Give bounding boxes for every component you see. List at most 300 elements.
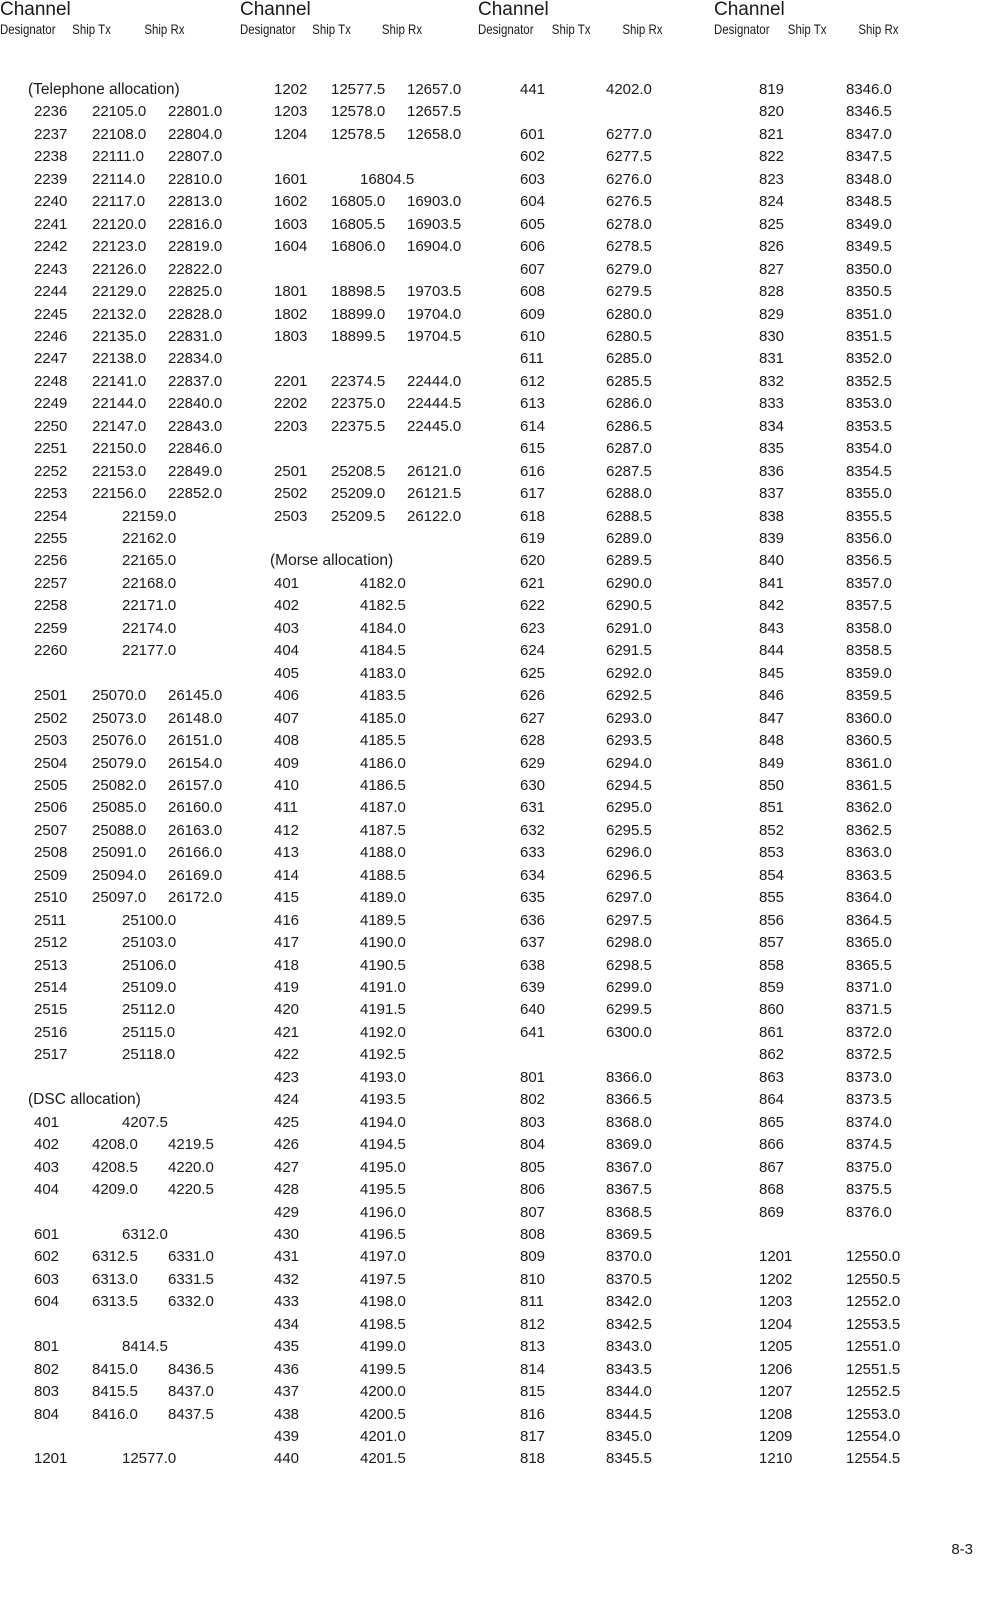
frequency: 12551.0	[846, 1338, 901, 1356]
channel-designator: 620	[520, 552, 546, 570]
channel-designator: 2516	[34, 1023, 68, 1041]
channel-designator: 2502	[34, 709, 68, 727]
channel-designator: 430	[274, 1225, 300, 1243]
frequency: 6280.0	[606, 305, 652, 323]
channel-designator: 629	[520, 754, 546, 772]
channel-designator: 804	[520, 1136, 546, 1154]
channel-designator: 616	[520, 462, 546, 480]
channel-designator: 2258	[34, 597, 68, 615]
ship-tx-frequency: 8416.0	[92, 1405, 138, 1423]
frequency: 8343.5	[606, 1360, 652, 1378]
channel-designator: 2248	[34, 372, 68, 390]
frequency: 6295.0	[606, 799, 652, 817]
frequency: 8355.5	[846, 507, 892, 525]
channel-designator: 604	[520, 193, 546, 211]
frequency: 8351.5	[846, 327, 892, 345]
channel-designator: 1604	[274, 238, 308, 256]
ship-rx-frequency: 22807.0	[168, 148, 223, 166]
channel-designator: 401	[274, 574, 300, 592]
channel-designator: 604	[34, 1293, 60, 1311]
ship-rx-header: Ship Rx	[381, 21, 423, 37]
channel-designator: 867	[759, 1158, 785, 1176]
channel-designator: 429	[274, 1203, 300, 1221]
channel-designator: 630	[520, 776, 546, 794]
frequency: 8349.0	[846, 215, 892, 233]
frequency: 25118.0	[122, 1046, 176, 1064]
frequency: 4195.5	[360, 1181, 406, 1199]
ship-rx-frequency: 22816.0	[168, 215, 223, 233]
frequency: 8371.5	[846, 1001, 892, 1019]
channel-designator: 802	[520, 1091, 546, 1109]
frequency: 4193.0	[360, 1068, 406, 1086]
channel-designator: 404	[274, 642, 300, 660]
ship-tx-frequency: 25209.0	[331, 485, 386, 503]
frequency: 8358.5	[846, 642, 892, 660]
ship-tx-header: Ship Tx	[72, 21, 111, 37]
ship-tx-frequency: 22111.0	[92, 148, 144, 166]
channel-designator: 829	[759, 305, 785, 323]
ship-tx-header: Ship Tx	[787, 21, 827, 37]
ship-rx-header: Ship Rx	[622, 21, 663, 37]
frequency: 12552.5	[846, 1383, 901, 1401]
channel-designator: 2517	[34, 1046, 68, 1064]
ship-rx-frequency: 16903.0	[407, 193, 462, 211]
channel-designator: 2501	[274, 462, 308, 480]
channel-designator: 2511	[34, 911, 67, 929]
ship-tx-frequency: 12577.5	[331, 81, 386, 98]
frequency: 8345.0	[606, 1428, 652, 1445]
channel-designator: 805	[520, 1158, 546, 1176]
ship-tx-frequency: 22138.0	[92, 350, 147, 368]
frequency: 8373.5	[846, 1091, 892, 1109]
frequency: 6299.0	[606, 979, 652, 996]
frequency: 6292.5	[606, 687, 652, 705]
frequency: 4199.0	[360, 1338, 406, 1356]
frequency: 4201.5	[360, 1450, 406, 1468]
channel-designator: 409	[274, 754, 300, 772]
channel-designator: 428	[274, 1181, 300, 1199]
channel-designator: 1204	[274, 125, 308, 143]
ship-rx-frequency: 22819.0	[168, 238, 223, 256]
channel-designator: 2237	[34, 125, 68, 143]
channel-designator: 641	[520, 1023, 546, 1041]
channel-designator: 403	[274, 619, 300, 637]
channel-designator: 416	[274, 911, 300, 929]
frequency: 12553.5	[846, 1315, 901, 1333]
allocation-label-text: (Telephone allocation)	[28, 81, 180, 98]
frequency: 4192.5	[360, 1046, 406, 1064]
channel-designator: 809	[520, 1248, 546, 1266]
ship-rx-frequency: 26122.0	[407, 507, 462, 525]
channel-designator: 837	[759, 485, 785, 503]
frequency: 4186.5	[360, 776, 406, 794]
designator-header: Designator	[714, 21, 770, 37]
ship-tx-frequency: 22374.5	[331, 372, 386, 390]
channel-designator: 2513	[34, 956, 68, 974]
channel-designator: 856	[759, 911, 785, 929]
channel-designator: 854	[759, 866, 785, 884]
frequency: 4196.0	[360, 1203, 406, 1221]
frequency: 4187.0	[360, 799, 406, 817]
channel-designator: 2502	[274, 485, 308, 503]
ship-tx-frequency: 22153.0	[92, 462, 147, 480]
frequency: 4197.5	[360, 1270, 406, 1288]
channel-designator: 433	[274, 1293, 300, 1311]
channel-designator: 865	[759, 1113, 785, 1131]
channel-designator: 1803	[274, 327, 308, 345]
channel-designator: 2253	[34, 485, 68, 503]
ship-tx-frequency: 18899.5	[331, 327, 386, 345]
channel-designator: 2504	[34, 754, 68, 772]
channel-designator: 606	[520, 238, 546, 256]
ship-tx-frequency: 8415.0	[92, 1360, 138, 1378]
channel-designator: 424	[274, 1091, 300, 1109]
frequency: 4196.5	[360, 1225, 406, 1243]
frequency: 6295.5	[606, 821, 652, 839]
frequency: 8369.0	[606, 1136, 652, 1154]
frequency: 8359.5	[846, 687, 892, 705]
frequency: 22165.0	[122, 552, 177, 570]
channel-designator: 432	[274, 1270, 300, 1288]
channel-designator: 818	[520, 1450, 546, 1468]
frequency: 4189.5	[360, 911, 406, 929]
ship-rx-frequency: 22852.0	[168, 485, 223, 503]
frequency: 6292.0	[606, 664, 652, 682]
ship-rx-frequency: 26121.0	[407, 462, 462, 480]
channel-designator: 2241	[34, 215, 68, 233]
channel-designator: 614	[520, 417, 546, 435]
frequency: 6289.0	[606, 530, 652, 547]
ship-rx-frequency: 22840.0	[168, 395, 223, 413]
channel-designator: 2245	[34, 305, 68, 323]
ship-rx-frequency: 4219.5	[168, 1136, 214, 1154]
frequency: 6277.0	[606, 125, 652, 143]
ship-rx-frequency: 8437.0	[168, 1383, 214, 1401]
channel-designator: 2512	[34, 934, 68, 952]
channel-designator: 801	[520, 1068, 546, 1086]
designator-header: Designator	[0, 21, 56, 37]
channel-designator: 825	[759, 215, 785, 233]
ship-rx-frequency: 19704.5	[407, 327, 462, 345]
channel-designator: 425	[274, 1113, 300, 1131]
channel-designator: 812	[520, 1315, 546, 1333]
channel-designator: 835	[759, 440, 785, 458]
ship-rx-frequency: 4220.5	[168, 1181, 214, 1199]
channel-designator: 635	[520, 889, 546, 907]
channel-designator: 2503	[274, 507, 308, 525]
ship-tx-frequency: 22123.0	[92, 238, 147, 256]
channel-designator: 621	[520, 574, 546, 592]
channel-designator: 858	[759, 956, 785, 974]
channel-designator: 422	[274, 1046, 300, 1064]
ship-rx-frequency: 22445.0	[407, 417, 462, 435]
ship-tx-frequency: 22135.0	[92, 327, 147, 345]
frequency: 4184.0	[360, 619, 406, 637]
ship-rx-header: Ship Rx	[144, 21, 185, 37]
channel-designator: 1210	[759, 1450, 793, 1468]
ship-tx-frequency: 25082.0	[92, 776, 147, 794]
frequency: 6287.0	[606, 440, 652, 458]
channel-designator: 828	[759, 283, 785, 301]
channel-designator: 810	[520, 1270, 546, 1288]
channel-designator: 833	[759, 395, 785, 413]
channel-designator: 603	[520, 170, 546, 188]
ship-tx-frequency: 22132.0	[92, 305, 147, 323]
ship-rx-frequency: 26166.0	[168, 844, 223, 862]
ship-tx-frequency: 18898.5	[331, 283, 386, 301]
frequency: 25103.0	[122, 934, 177, 952]
channel-designator: 415	[274, 889, 300, 907]
ship-rx-frequency: 22843.0	[168, 417, 223, 435]
ship-tx-frequency: 18899.0	[331, 305, 386, 323]
ship-rx-frequency: 26157.0	[168, 776, 223, 794]
channel-designator: 859	[759, 979, 785, 996]
ship-tx-frequency: 25070.0	[92, 687, 147, 705]
ship-tx-frequency: 22375.0	[331, 395, 386, 413]
frequency: 4198.5	[360, 1315, 406, 1333]
channel-designator: 632	[520, 821, 546, 839]
channel-designator: 624	[520, 642, 546, 660]
ship-rx-frequency: 26151.0	[168, 732, 223, 750]
channel-designator: 845	[759, 664, 785, 682]
frequency: 25115.0	[122, 1023, 176, 1041]
channel-designator: 842	[759, 597, 785, 615]
channel-designator: 852	[759, 821, 785, 839]
ship-rx-frequency: 22837.0	[168, 372, 223, 390]
frequency: 8360.0	[846, 709, 892, 727]
frequency: 4195.0	[360, 1158, 406, 1176]
ship-rx-frequency: 22828.0	[168, 305, 223, 323]
frequency: 6291.0	[606, 619, 652, 637]
channel-designator: 2501	[34, 687, 68, 705]
ship-tx-frequency: 25076.0	[92, 732, 147, 750]
ship-rx-frequency: 26172.0	[168, 889, 223, 907]
frequency: 8364.0	[846, 889, 892, 907]
frequency: 6312.0	[122, 1225, 168, 1243]
frequency: 22177.0	[122, 642, 177, 660]
ship-tx-frequency: 22144.0	[92, 395, 147, 413]
frequency: 4186.0	[360, 754, 406, 772]
frequency: 8358.0	[846, 619, 892, 637]
frequency: 8350.0	[846, 260, 892, 278]
frequency: 8352.5	[846, 372, 892, 390]
channel-designator: 1203	[274, 103, 308, 121]
channel-designator: 811	[520, 1293, 544, 1311]
channel-designator: 403	[34, 1158, 60, 1176]
channel-designator: 820	[759, 103, 785, 121]
channel-designator: 423	[274, 1068, 300, 1086]
channel-designator: 2510	[34, 889, 68, 907]
channel-designator: 866	[759, 1136, 785, 1154]
frequency: 4199.5	[360, 1360, 406, 1378]
frequency: 8344.5	[606, 1405, 652, 1423]
channel-designator: 868	[759, 1181, 785, 1199]
channel-designator: 838	[759, 507, 785, 525]
frequency: 6277.5	[606, 148, 652, 166]
ship-tx-frequency: 8415.5	[92, 1383, 138, 1401]
channel-designator: 2503	[34, 732, 68, 750]
frequency: 25112.0	[122, 1001, 176, 1019]
ship-tx-frequency: 22156.0	[92, 485, 147, 503]
channel-designator: 819	[759, 81, 785, 98]
channel-designator: 601	[520, 125, 546, 143]
frequency: 6294.5	[606, 776, 652, 794]
ship-rx-frequency: 22834.0	[168, 350, 223, 368]
channel-designator: 402	[274, 597, 300, 615]
frequency: 6285.0	[606, 350, 652, 368]
channel-designator: 639	[520, 979, 546, 996]
frequency: 25106.0	[122, 956, 177, 974]
frequency: 6293.5	[606, 732, 652, 750]
frequency: 8368.5	[606, 1203, 652, 1221]
channel-designator: 2254	[34, 507, 68, 525]
frequency: 8360.5	[846, 732, 892, 750]
channel-designator: 841	[759, 574, 785, 592]
channel-designator: 636	[520, 911, 546, 929]
channel-designator: 402	[34, 1136, 60, 1154]
frequency: 8370.5	[606, 1270, 652, 1288]
ship-tx-frequency: 4209.0	[92, 1181, 138, 1199]
channel-designator: 623	[520, 619, 546, 637]
frequency: 12550.5	[846, 1270, 901, 1288]
channel-designator: 1201	[759, 1248, 793, 1266]
channel-designator: 1802	[274, 305, 308, 323]
frequency: 6276.5	[606, 193, 652, 211]
channel-designator: 860	[759, 1001, 785, 1019]
ship-tx-frequency: 22108.0	[92, 125, 147, 143]
frequency: 4193.5	[360, 1091, 406, 1109]
channel-designator: 1204	[759, 1315, 793, 1333]
frequency: 6280.5	[606, 327, 652, 345]
frequency: 6276.0	[606, 170, 652, 188]
frequency: 4182.0	[360, 574, 406, 592]
frequency: 4188.0	[360, 844, 406, 862]
ship-tx-frequency: 6313.5	[92, 1293, 138, 1311]
channel-designator: 2509	[34, 866, 68, 884]
ship-rx-frequency: 22801.0	[168, 103, 223, 121]
frequency: 8342.0	[606, 1293, 652, 1311]
channel-designator: 2203	[274, 417, 308, 435]
channel-designator: 420	[274, 1001, 300, 1019]
channel-header-subtitle	[478, 21, 663, 37]
frequency: 4188.5	[360, 866, 406, 884]
channel-designator: 2239	[34, 170, 68, 188]
frequency: 8356.5	[846, 552, 892, 570]
frequency: 22162.0	[122, 530, 177, 547]
channel-designator: 412	[274, 821, 300, 839]
ship-tx-frequency: 25088.0	[92, 821, 147, 839]
channel-designator: 404	[34, 1181, 60, 1199]
frequency: 6278.0	[606, 215, 652, 233]
channel-designator: 807	[520, 1203, 546, 1221]
frequency: 6288.0	[606, 485, 652, 503]
frequency: 4198.0	[360, 1293, 406, 1311]
frequency: 6297.5	[606, 911, 652, 929]
channel-designator: 1603	[274, 215, 308, 233]
ship-rx-frequency: 22831.0	[168, 327, 223, 345]
ship-tx-frequency: 22141.0	[92, 372, 147, 390]
channel-designator: 1205	[759, 1338, 793, 1356]
frequency: 8346.5	[846, 103, 892, 121]
ship-rx-frequency: 22810.0	[168, 170, 223, 188]
frequency: 8356.0	[846, 530, 892, 547]
channel-designator: 605	[520, 215, 546, 233]
channel-designator: 801	[34, 1338, 60, 1356]
channel-designator: 435	[274, 1338, 300, 1356]
ship-tx-frequency: 16805.0	[331, 193, 386, 211]
frequency: 8353.5	[846, 417, 892, 435]
frequency: 8344.0	[606, 1383, 652, 1401]
channel-designator: 2202	[274, 395, 308, 413]
channel-designator: 610	[520, 327, 546, 345]
ship-tx-frequency: 12578.5	[331, 125, 386, 143]
ship-tx-frequency: 22117.0	[92, 193, 146, 211]
ship-rx-frequency: 12657.0	[407, 81, 462, 98]
channel-designator: 806	[520, 1181, 546, 1199]
channel-designator: 848	[759, 732, 785, 750]
frequency: 4185.5	[360, 732, 406, 750]
frequency: 4191.5	[360, 1001, 406, 1019]
channel-designator: 821	[759, 125, 785, 143]
channel-designator: 827	[759, 260, 785, 278]
channel-designator: 607	[520, 260, 546, 278]
channel-designator: 625	[520, 664, 546, 682]
frequency: 8364.5	[846, 911, 892, 929]
ship-rx-frequency: 22444.0	[407, 372, 462, 390]
channel-designator: 802	[34, 1360, 60, 1378]
frequency: 25100.0	[122, 911, 177, 929]
frequency: 8369.5	[606, 1225, 652, 1243]
frequency: 8371.0	[846, 979, 892, 996]
ship-tx-frequency: 22120.0	[92, 215, 147, 233]
frequency: 6278.5	[606, 238, 652, 256]
channel-designator: 862	[759, 1046, 785, 1064]
frequency: 6290.5	[606, 597, 652, 615]
channel-designator: 634	[520, 866, 546, 884]
frequency: 8372.0	[846, 1023, 892, 1041]
channel-header-subtitle	[0, 21, 185, 37]
frequency: 8375.5	[846, 1181, 892, 1199]
channel-designator: 822	[759, 148, 785, 166]
channel-designator: 439	[274, 1428, 300, 1445]
ship-tx-frequency: 4208.0	[92, 1136, 138, 1154]
ship-tx-frequency: 22114.0	[92, 170, 146, 188]
channel-header-title: Channel	[478, 0, 549, 20]
channel-designator: 2260	[34, 642, 68, 660]
channel-designator: 1206	[759, 1360, 793, 1378]
frequency: 6294.0	[606, 754, 652, 772]
frequency: 8345.5	[606, 1450, 652, 1468]
frequency: 8374.0	[846, 1113, 892, 1131]
channel-designator: 840	[759, 552, 785, 570]
ship-rx-frequency: 4220.0	[168, 1158, 214, 1176]
channel-header-title: Channel	[714, 0, 785, 20]
channel-designator: 1601	[274, 170, 308, 188]
channel-designator: 414	[274, 866, 300, 884]
channel-designator: 849	[759, 754, 785, 772]
allocation-label-text: (DSC allocation)	[28, 1091, 141, 1109]
channel-designator: 2259	[34, 619, 68, 637]
frequency: 6296.5	[606, 866, 652, 884]
frequency: 8368.0	[606, 1113, 652, 1131]
ship-tx-frequency: 6312.5	[92, 1248, 138, 1266]
channel-designator: 601	[34, 1225, 60, 1243]
ship-rx-frequency: 12658.0	[407, 125, 462, 143]
channel-designator: 843	[759, 619, 785, 637]
frequency: 8352.0	[846, 350, 892, 368]
frequency: 8342.5	[606, 1315, 652, 1333]
frequency: 8353.0	[846, 395, 892, 413]
